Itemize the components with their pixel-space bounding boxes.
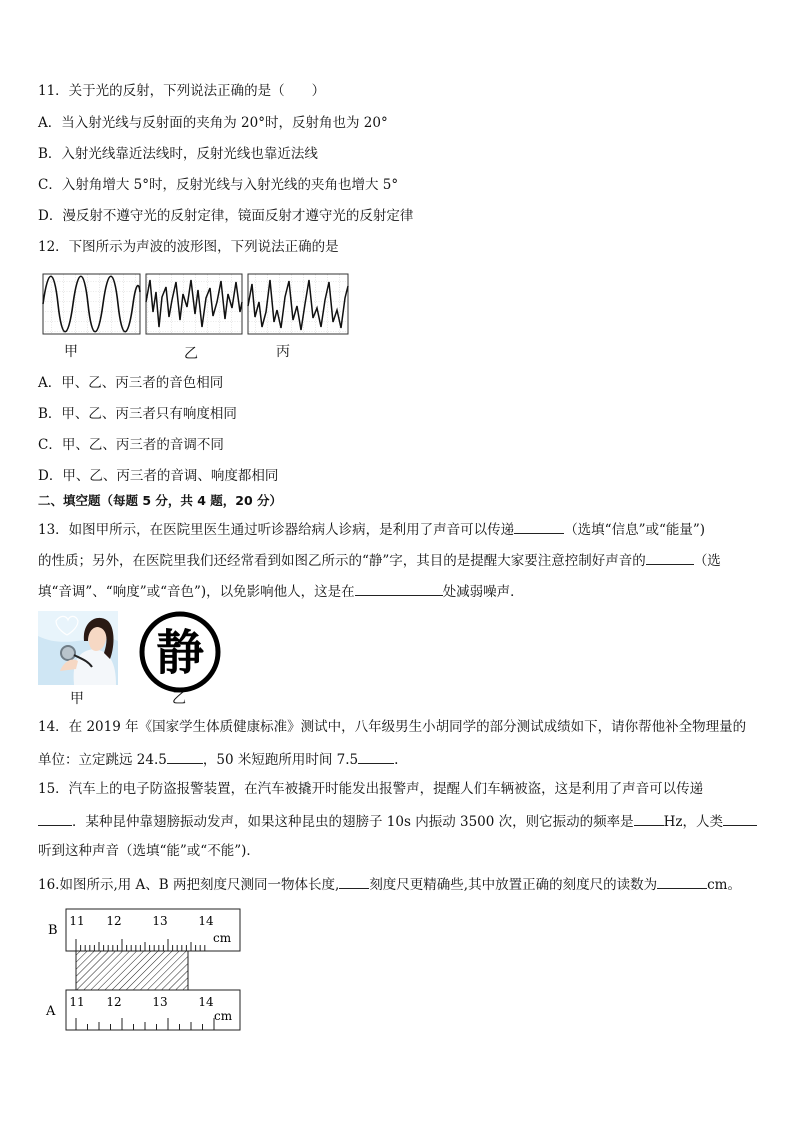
q16-text-c: cm。 [707, 877, 741, 893]
q13-text-3a: 填“音调”、“响度”或“音色”)，以免影响他人，这是在 [38, 584, 355, 600]
q16-line [38, 874, 741, 894]
q14-text-2a: 单位：立定跳远 24.5 [38, 752, 167, 768]
q11-option-a: A．当入射光线与反射面的夹角为 20°时，反射角也为 20° [38, 115, 388, 131]
q16-text-a: 16.如图所示,用 A、B 两把刻度尺测同一物体长度, [38, 877, 340, 893]
q14-line-1: 14．在 2019 年《国家学生体质健康标准》测试中，八年级男生小胡同学的部分测试成绩如下，请你帮他补全物理量的 [38, 719, 747, 735]
ruler-a-num-13: 13 [152, 995, 168, 1009]
q14-blank-1 [167, 749, 203, 764]
q13-text-1a: 13．如图甲所示，在医院里医生通过听诊器给病人诊病，是利用了声音可以传递 [38, 522, 515, 538]
q15-text-2b: Hz，人类 [663, 814, 724, 830]
q15-blank-3 [723, 811, 757, 826]
q13-line-2 [38, 550, 721, 570]
ruler-a [66, 990, 240, 1030]
waveform-label-yi: 乙 [184, 346, 198, 362]
waveform-figure [40, 272, 352, 338]
ruler-figure [40, 906, 250, 1036]
ruler-a-label: A [46, 1004, 56, 1019]
q15-line-3: 听到这种声音（选填“能”或“不能”)． [38, 843, 260, 859]
q11-option-b: B．入射光线靠近法线时，反射光线也靠近法线 [38, 146, 318, 162]
q12-option-c: C．甲、乙、丙三者的音调不同 [38, 437, 224, 453]
q11-option-d: D．漫反射不遵守光的反射定律，镜面反射才遵守光的反射定律 [38, 208, 414, 224]
q13-text-2b: （选 [693, 553, 721, 569]
q11-option-c: C．入射角增大 5°时，反射光线与入射光线的夹角也增大 5° [38, 177, 399, 193]
section-heading: 二、填空题（每题 5 分，共 4 题，20 分） [38, 493, 283, 508]
ruler-b-num-11: 11 [69, 914, 85, 928]
ruler-b-num-13: 13 [152, 914, 168, 928]
quiet-sign-label-yi: 乙 [172, 691, 186, 707]
waveform-jia [43, 274, 140, 334]
q12-option-a: A．甲、乙、丙三者的音色相同 [38, 375, 224, 391]
doctor-label-jia: 甲 [70, 691, 84, 707]
waveform-label-jia: 甲 [64, 344, 78, 360]
q14-line-2 [38, 749, 398, 769]
ruler-b-label: B [48, 923, 58, 938]
q13-line-1 [38, 519, 705, 539]
q16-text-b: 刻度尺更精确些,其中放置正确的刻度尺的读数为 [369, 877, 658, 893]
q12-option-b: B．甲、乙、丙三者只有响度相同 [38, 406, 237, 422]
quiet-sign-icon [138, 610, 222, 694]
q13-text-3b: 处减弱噪声． [442, 584, 524, 600]
q13-blank-1 [514, 519, 564, 534]
q15-line-1: 15．汽车上的电子防盗报警装置，在汽车被撬开时能发出报警声，提醒人们车辆被盗，这是利用了声音可以传递 [38, 781, 704, 797]
q14-blank-2 [358, 749, 394, 764]
q13-text-2a: 的性质；另外，在医院里我们还经常看到如图乙所示的“静”字，其目的是提醒大家要注意控制好声音的 [38, 553, 646, 569]
q12-option-d: D．甲、乙、丙三者的音调、响度都相同 [38, 468, 279, 484]
q11-stem: 11．关于光的反射，下列说法正确的是（ ） [38, 83, 326, 99]
q14-text-2c: . [394, 752, 399, 768]
waveform-bing [248, 274, 348, 334]
ruler-b-num-14: 14 [198, 914, 214, 928]
q16-blank-1 [339, 874, 369, 889]
q15-text-2a: ．某种昆仲靠翅膀振动发声，如果这种昆虫的翅膀子 10s 内振动 3500 次，则它振动的频率是 [72, 814, 634, 830]
ruler-b-num-12: 12 [106, 914, 122, 928]
ruler-b-unit: cm [213, 931, 232, 945]
q15-blank-2 [634, 811, 664, 826]
ruler-a-num-11: 11 [69, 995, 85, 1009]
ruler-a-num-12: 12 [106, 995, 122, 1009]
q15-line-2 [38, 811, 757, 831]
waveform-label-bing: 丙 [276, 344, 290, 360]
q15-blank-1 [38, 811, 72, 826]
q13-blank-2 [646, 550, 694, 565]
q14-text-2b: ，50 米短跑所用时间 7.5 [202, 752, 359, 768]
q13-text-1b: （选填“信息”或“能量”) [564, 522, 706, 538]
doctor-image [38, 611, 118, 685]
q13-blank-3 [355, 581, 443, 596]
q12-stem: 12．下图所示为声波的波形图，下列说法正确的是 [38, 239, 339, 255]
ruler-b [66, 909, 240, 951]
ruler-a-unit: cm [214, 1009, 233, 1023]
q16-blank-2 [657, 874, 707, 889]
ruler-a-num-14: 14 [198, 995, 214, 1009]
measured-object [76, 950, 188, 990]
q13-line-3 [38, 581, 524, 601]
quiet-sign-char: 静 [155, 625, 205, 681]
waveform-yi [146, 274, 242, 334]
